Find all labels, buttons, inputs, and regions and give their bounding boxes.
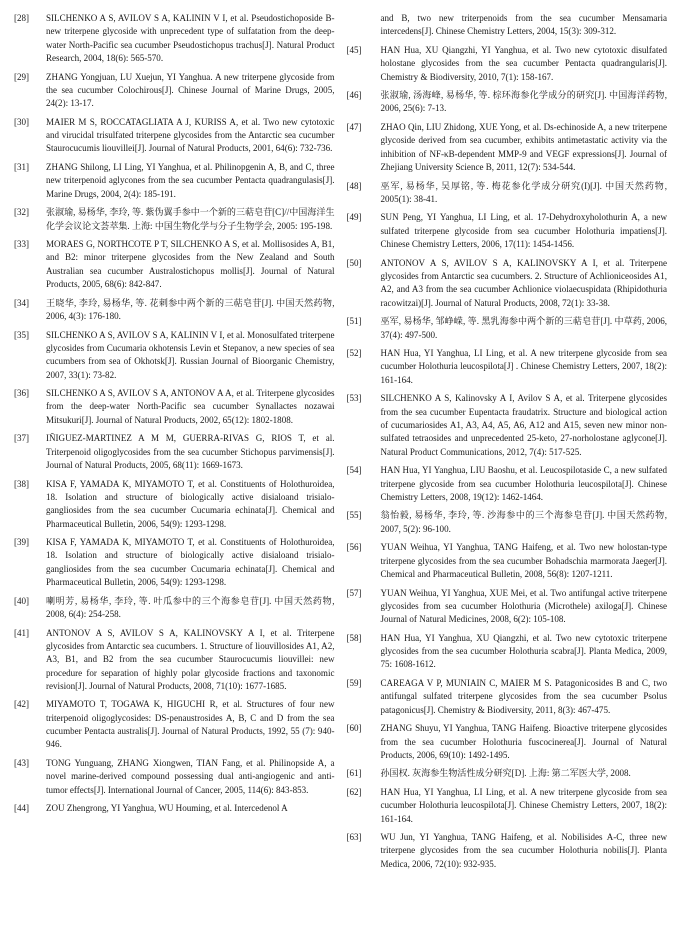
reference-text: 翁怡毅, 易杨华, 李玲, 等. 沙海参中的三个海参皂苷[J]. 中国天然药物, 2007, 5(2): 96-100. — [380, 510, 667, 534]
reference-number: [58] — [346, 632, 362, 643]
reference-entry — [347, 347, 668, 387]
reference-text: HAN Hua, YI Yanghua, XU Qiangzhi, et al. Two new cytotoxic triterpene glycosides from the sea cucumber Holothuria scabra[J]. Planta Medica, 2009, 75: 1608-1612. — [380, 632, 667, 670]
reference-entry — [347, 44, 668, 84]
reference-entry — [347, 722, 668, 762]
reference-text: SUN Peng, YI Yanghua, LI Ling, et al. 17-Dehydroxyholothurin A, a new sulfated triterpene glycoside from sea cucumber Holothuria impatiens[J]. Chinese Chemistry Letters, 2006, 17(11): 1454-1456. — [380, 212, 667, 250]
reference-text: ZOU Zhengrong, YI Yanghua, WU Houming, et al. Intercedenol A — [46, 803, 288, 814]
reference-text: ZHAO Qin, LIU Zhidong, XUE Yong, et al. Ds-echinoside A, a new triterpene glycoside derived from sea cucumber, exhibits antimetastatic activity via the inhibition of NF-κB-dependent MMP-9 and VEGF expressions[J]. Journal of Zhejiang University Science B, 2011, 12(7): 534-544. — [380, 121, 667, 172]
reference-entry — [347, 831, 668, 871]
reference-entry — [347, 464, 668, 504]
reference-number: [48] — [346, 180, 362, 191]
reference-text: 巫军, 易杨华, 邹峥嵘, 等. 黑乳海参中两个新的三萜皂苷[J]. 中草药, 2006, 37(4): 497-500. — [380, 316, 667, 340]
reference-entry — [347, 786, 668, 826]
reference-entry — [14, 387, 335, 427]
reference-text: HAN Hua, YI Yanghua, LI Ling, et al. A new triterpene glycoside from sea cucumber Holothuria leucospilota[J] . Chinese Chemistry Letters, 2007, 18(2): 161-164. — [380, 348, 667, 385]
reference-entry — [14, 238, 335, 291]
reference-entry — [14, 478, 335, 531]
reference-columns — [14, 12, 667, 876]
reference-number: [31] — [14, 162, 30, 172]
reference-entry — [14, 297, 335, 324]
reference-number: [54] — [346, 465, 362, 476]
reference-entry — [14, 432, 335, 472]
reference-number: [52] — [346, 348, 362, 359]
reference-entry — [14, 329, 335, 382]
reference-number: [28] — [14, 13, 30, 23]
reference-number: [50] — [346, 257, 362, 268]
reference-number: [53] — [346, 393, 362, 404]
reference-text: ZHANG Shilong, LI Ling, YI Yanghua, et al. Philinopgenin A, B, and C, three new triterpenoid aglycones from the sea cucumber Pentacta quadrangulasis[J]. Marine Drugs, 2004, 2(4): 185-191. — [46, 162, 335, 199]
reference-number: [41] — [14, 627, 30, 638]
reference-number: [49] — [346, 212, 362, 223]
reference-entry — [347, 392, 668, 459]
reference-entry — [14, 71, 335, 111]
reference-text: MORAES G, NORTHCOTE P T, SILCHENKO A S, et al. Mollisosides A, B1, and B2: minor triterpene glycosides from the New Zealand and South Australian sea cucumber Australostichopus mollis[J]. Journal of Natural Products, 2005, 68(6): 842-847. — [46, 239, 335, 290]
reference-text: MAIER M S, ROCCATAGLIATA A J, KURISS A, et al. Two new cytotoxic and virucidal trisulfated triterpene glycosides from the Antarctic sea cucumber Staurocucumis liouvillei[J]. Journal of Natural Products, 2001, 64(6): 732-736. — [46, 116, 335, 154]
reference-text: ANTONOV A S, AVILOV S A, KALINOVSKY A I, et al. Triterpene glycosides from Antarctic sea cucumbers. 2. Structure of Achlioniceosides A1, A2, and A3 from the sea cucumber Achlionice violaecuspidata (Rhipidothuria racowitzai)[J]. Journal of Natural Products, 2008, 72(1): 33-38. — [380, 257, 667, 308]
reference-number: [42] — [14, 699, 30, 710]
reference-entry — [347, 12, 668, 39]
reference-number: [46] — [346, 90, 362, 101]
reference-number: [51] — [346, 316, 362, 327]
reference-entry — [347, 677, 668, 717]
reference-text: 喇明芳, 易杨华, 李玲, 等. 叶瓜参中的三个海参皂苷[J]. 中国天然药物, 2008, 6(4): 254-258. — [46, 595, 335, 619]
reference-text: 张淑瑜, 易杨华, 李玲, 等. 紫伪翼手参中一个新的三萜皂苷[C]//中国海洋生化学会议论文荟萃集. 上海: 中国生物化学与分子生物学会, 2005: 195-198. — [46, 207, 335, 231]
left-reference-column — [14, 12, 335, 876]
reference-text: TONG Yunguang, ZHANG Xiongwen, TIAN Fang, et al. Philinopside A, a novel marine-derived compound possessing dual anti-angiogenic and anti-tumor effects[J]. International Journal of Cancer, 2005, 114(6): 843-853. — [46, 758, 335, 795]
reference-entry — [14, 536, 335, 589]
reference-text: 孙国权. 灰海参生物活性成分研究[D]. 上海: 第二军医大学, 2008. — [380, 768, 631, 779]
reference-entry — [14, 161, 335, 201]
reference-text: SILCHENKO A S, AVILOV S A, KALININ V I, et al. Monosulfated triterpene glycosides from Cucumaria okhotensis Levin et Stepanov, a new species of sea cucumbers from sea of Okhotsk[J]. Russian Journal of Bioorganic Chemistry, 2007, 33(1): 73-82. — [46, 329, 335, 380]
reference-text: SILCHENKO A S, AVILOV S A, KALININ V I, et al. Pseudostichoposide B-new triterpene glycoside with unprecedent type of sulfatation from the deep-water North-Pacific sea cucumber Pseudostichopus trachus[J]. Natural Product Research, 2004, 18(6): 565-570. — [46, 13, 335, 64]
reference-number: [44] — [14, 803, 30, 814]
reference-entry — [347, 767, 668, 780]
reference-entry — [347, 541, 668, 581]
reference-entry — [14, 595, 335, 622]
reference-entry — [347, 180, 668, 207]
reference-text: 巫军, 易杨华, 吴厚铭, 等. 梅花参化学成分研究(I)[J]. 中国天然药物, 2005(1): 38-41. — [380, 180, 667, 204]
reference-text: MIYAMOTO T, TOGAWA K, HIGUCHI R, et al. Structures of four new triterpenoid oligoglycosides: DS-penaustrosides A, B, C and D from the sea cucumber Pentacta australis[J]. Journal of Natural Products, 1992, 55 (7): 940-946. — [46, 699, 335, 750]
reference-text: WU Jun, YI Yanghua, TANG Haifeng, et al. Nobilisides A-C, three new triterpene glycosides from the sea cucumber Holothuria nobilis[J]. Planta Medica, 2006, 72(10): 932-935. — [380, 832, 667, 869]
reference-text: HAN Hua, XU Qiangzhi, YI Yanghua, et al. Two new cytotoxic disulfated holostane glycosides from the sea cucumber Pentacta quadrangularis[J]. Chemistry & Biodiversity, 2010, 7(1): 158-167. — [380, 44, 667, 82]
reference-text: 张淑瑜, 汤海峰, 易杨华, 等. 棕环海参化学成分的研究[J]. 中国海洋药物, 2006, 25(6): 7-13. — [380, 90, 667, 114]
reference-text: and B, two new triterpenoids from the sea cucumber Mensamaria intercedens[J]. Chinese Chemistry Letters, 2004, 15(3): 309-312. — [380, 13, 667, 37]
reference-number: [61] — [346, 768, 362, 779]
reference-number: [37] — [14, 433, 30, 444]
reference-number: [63] — [346, 832, 362, 843]
right-reference-column — [347, 12, 668, 876]
reference-text: YUAN Weihua, YI Yanghua, TANG Haifeng, et al. Two new holostan-type triterpene glycosides from the sea cucumber Bohadschia marmorata Jaeger[J]. Chemical and Pharmaceutical Bulletin, 2008, 56(8): 1207-1211. — [380, 542, 667, 579]
reference-number: [43] — [14, 758, 30, 768]
reference-text: CAREAGA V P, MUNIAIN C, MAIER M S. Patagonicosides B and C, two antifungal sulfated triterpene glycosides from the sea cucumber Psolus patagonicus[J]. Chemistry & Biodiversity, 2011, 8(3): 467-475. — [380, 677, 667, 715]
reference-number: [33] — [14, 239, 30, 250]
reference-entry — [347, 89, 668, 116]
reference-number: [38] — [14, 478, 30, 489]
reference-entry — [14, 116, 335, 156]
reference-entry — [14, 12, 335, 65]
reference-number: [55] — [346, 510, 362, 521]
reference-entry — [347, 509, 668, 536]
reference-number: [39] — [14, 537, 30, 548]
reference-number: [34] — [14, 297, 30, 308]
reference-text: ZHANG Yongjuan, LU Xuejun, YI Yanghua. A new triterpene glycoside from the sea cucumber Colochirous[J]. Chinese Journal of Marine Drugs, 2005, 24(2): 13-17. — [46, 71, 335, 109]
reference-text: KISA F, YAMADA K, MIYAMOTO T, et al. Constituents of Holothuroidea, 18. Isolation and structure of biologically active disialoand trisialo-gangliosides from the sea cucumber Cucumaria echinata[J]. Chemical and Pharmaceutical Bulletin, 2006, 54(9): 1293-1298. — [46, 537, 335, 588]
reference-entry — [347, 211, 668, 251]
reference-number: [30] — [14, 116, 30, 127]
reference-entry — [14, 206, 335, 233]
reference-number: [35] — [14, 329, 30, 340]
reference-entry — [347, 632, 668, 672]
reference-number: [57] — [346, 587, 362, 598]
reference-number: [56] — [346, 542, 362, 553]
reference-entry — [347, 587, 668, 627]
reference-entry — [14, 627, 335, 694]
reference-number: [40] — [14, 595, 30, 606]
reference-number: [47] — [346, 121, 362, 132]
reference-number: [29] — [14, 71, 30, 82]
reference-entry — [14, 698, 335, 751]
reference-entry — [14, 757, 335, 797]
reference-number: [36] — [14, 388, 30, 399]
reference-number: [60] — [346, 723, 362, 734]
reference-entry — [14, 802, 335, 815]
reference-text: SILCHENKO A S, Kalinovsky A I, Avilov S A, et al. Triterpene glycosides from the sea cucumber Eupentacta fraudatrix. Structure and biological action of cucumariosides A1, A3, A4, A5, A6, A12 and A15, seven new minor non-sulfated tetraosides and unprecedented 25-keto, 27-norholostane aglycone[J]. Natural Product Communications, 2012, 7(4): 517-525. — [380, 393, 667, 457]
reference-text: IÑIGUEZ-MARTINEZ A M M, GUERRA-RIVAS G, RIOS T, et al. Triterpenoid oligoglycosides from the sea cucumber Stichopus parvimensis[J]. Journal of Natural Products, 2005, 68(11): 1669-1673. — [46, 433, 335, 470]
reference-text: ANTONOV A S, AVILOV S A, KALINOVSKY A I, et al. Triterpene glycosides from Antarctic sea cucumbers. 1. Structure of liouvillosides A1, A2, A3, B1, and B2 from the sea cucumber Staurocucumis liouvillei: new procedure for separation of highly polar glycoside fractions and taxonomic revision[J]. Journal of Natural Products, 2008, 71(10): 1677-1685. — [46, 627, 335, 691]
reference-text: HAN Hua, YI Yanghua, LIU Baoshu, et al. Leucospilotaside C, a new sulfated triterpene glycoside from sea cucumber Holothuria leucospilota[J]. Chinese Chemistry Letters, 2008, 19(12): 1462-1464. — [380, 465, 667, 502]
reference-number: [32] — [14, 207, 30, 218]
reference-text: HAN Hua, YI Yanghua, LI Ling, et al. A new triterpene glycoside from sea cucumber Holothuria leucospilota[J]. Chinese Chemistry Letters, 2007, 18(2): 161-164. — [380, 786, 667, 824]
reference-text: 王晓华, 李玲, 易杨华, 等. 花刺参中两个新的三萜皂苷[J]. 中国天然药物, 2006, 4(3): 176-180. — [46, 297, 335, 321]
reference-text: YUAN Weihua, YI Yanghua, XUE Mei, et al. Two antifungal active triterpene glycosides from sea cucumber Holothuria (Microthele) axiloga[J]. Chinese Journal of Natural Medicines, 2008, 6(2): 105-108. — [380, 587, 667, 625]
reference-text: KISA F, YAMADA K, MIYAMOTO T, et al. Constituents of Holothuroidea, 18. Isolation and structure of biologically active disialoand trisialo-gangliosides from the sea cucumber Cucumaria echinata[J]. Chemical and Pharmaceutical Bulletin, 2006, 54(9): 1293-1298. — [46, 478, 335, 529]
reference-text: ZHANG Shuyu, YI Yanghua, TANG Haifeng. Bioactive triterpene glycosides from the sea cucumber Holothuria fuscocinerea[J]. Journal of Natural Products, 2006, 69(10): 1492-1495. — [380, 723, 667, 760]
reference-text: SILCHENKO A S, AVILOV S A, ANTONOV A A, et al. Triterpene glycosides from the deep-water North-Pacific sea cucumber Synallactes nozawai Mitsukuri[J]. Journal of Natural Products, 2002, 65(12): 1802-1808. — [46, 388, 335, 425]
reference-number: [59] — [346, 677, 362, 688]
reference-number: [45] — [346, 44, 362, 55]
reference-entry — [347, 121, 668, 174]
reference-number: [62] — [346, 786, 362, 797]
reference-entry — [347, 315, 668, 342]
reference-entry — [347, 257, 668, 310]
